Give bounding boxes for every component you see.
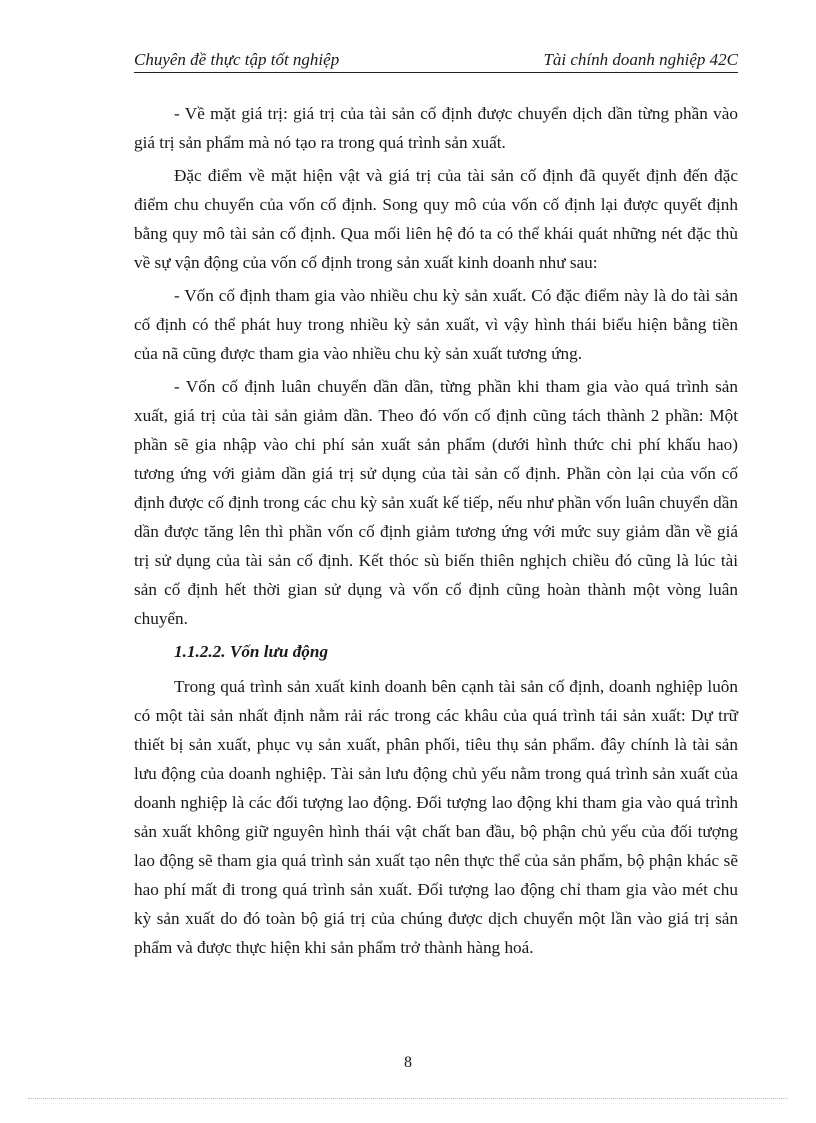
paragraph-value-aspect: - Về mặt giá trị: giá trị của tài sản cố định được chuyển dịch dần từng phần vào giá trị sản phẩm mà nó tạo ra trong quá trình sản xuất. [134, 104, 738, 152]
footer-divider [28, 1098, 788, 1099]
page-header [134, 48, 738, 73]
page-number: 8 [404, 1054, 412, 1071]
paragraph-characteristics: Đặc điểm về mặt hiện vật và giá trị của tài sản cố định đã quyết định đến đặc điểm chu chuyển của vốn cố định. Song quy mô của vốn cố định lại được quyết định bằng quy mô tài sản cố định. Qua mối liên hệ đó ta có thể khái quát những nét đặc thù về sự vận động của vốn cố định trong sản xuất kinh doanh như sau: [134, 166, 738, 272]
paragraph-working-capital: Trong quá trình sản xuất kinh doanh bên cạnh tài sản cố định, doanh nghiệp luôn có một tài sản nhất định nằm rải rác trong các khâu của quá trình tái sản xuất: Dự trữ thiết bị sản xuất, phục vụ sản xuất, phân phối, tiêu thụ sản phẩm. đây chính là tài sản lưu động của doanh nghiệp. Tài sản lưu động chủ yếu nằm trong quá trình sản xuất của doanh nghiệp là các đối tượng lao động. Đối tượng lao động khi tham gia vào quá trình sản xuất không giữ nguyên hình thái vật chất ban đầu, bộ phận chủ yếu của đối tượng lao động sẽ tham gia quá trình sản xuất tạo nên thực thể của sản phẩm, bộ phận khác sẽ hao phí mất đi trong quá trình sản xuất. Đối tượng lao động chỉ tham gia vào mét chu kỳ sản xuất do đó toàn bộ giá trị của chúng được dịch chuyển một lần vào giá trị sản phẩm và được thực hiện khi sản phẩm trở thành hàng hoá. [134, 677, 738, 957]
page-body [134, 99, 738, 966]
section-heading: 1.1.2.2. Vốn lưu động [174, 642, 329, 661]
paragraph-multiple-cycles: - Vốn cố định tham gia vào nhiều chu kỳ sản xuất. Có đặc điểm này là do tài sản cố định có thể phát huy trong nhiều kỳ sản xuất, vì vậy hình thái biểu hiện bằng tiền của nã cũng được tham gia vào nhiều chu kỳ sản xuất tương ứng. [134, 286, 738, 363]
paragraph-gradual-circulation: - Vốn cố định luân chuyển dần dần, từng phần khi tham gia vào quá trình sản xuất, giá trị của tài sản giảm dần. Theo đó vốn cố định cũng tách thành 2 phần: Một phần sẽ gia nhập vào chi phí sản xuất sản phẩm (dưới hình thức chi phí khấu hao) tương ứng với giảm dần giá trị sử dụng của tài sản cố định. Phần còn lại của vốn cố định được cố định trong các chu kỳ sản xuất kế tiếp, nếu như phần vốn luân chuyển dần dần được tăng lên thì phần vốn cố định giảm tương ứng với mức suy giảm dần về giá trị sử dụng của tài sản cố định. Kết thóc sù biến thiên nghịch chiều đó cũng là lúc tài sản cố định hết thời gian sử dụng và vốn cố định cũng hoàn thành một vòng luân chuyển. [134, 377, 738, 628]
header-right-text: Tài chính doanh nghiệp 42C [543, 50, 738, 69]
header-left-text: Chuyên đề thực tập tốt nghiệp [134, 50, 340, 69]
